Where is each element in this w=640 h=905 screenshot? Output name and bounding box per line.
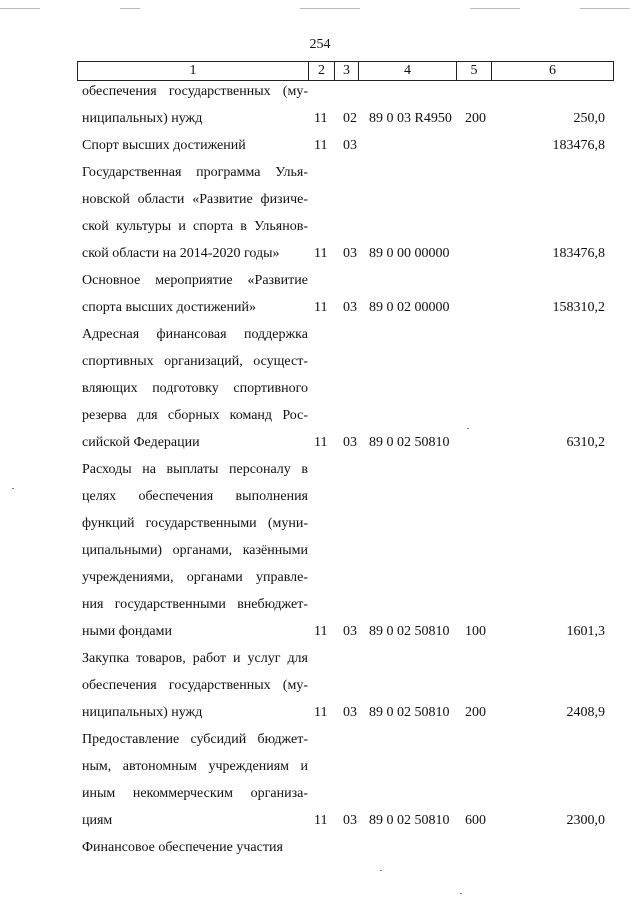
cell-col-4: 89 0 02 50810 xyxy=(369,435,450,450)
scan-artifact xyxy=(300,8,360,9)
scan-speck xyxy=(380,870,382,871)
description-line: новской области «Развитие физиче- xyxy=(82,192,308,207)
row-description xyxy=(82,649,308,730)
description-line: циям xyxy=(82,813,113,828)
description-line: Адресная финансовая поддержка xyxy=(82,327,308,342)
description-line: вляющих подготовку спортивного xyxy=(82,381,308,396)
description-line: сийской Федерации xyxy=(82,435,200,450)
description-line: спортивных организаций, осущест- xyxy=(82,354,308,369)
description-line: ным, автономным учреждениям и xyxy=(82,759,308,774)
row-description xyxy=(82,838,308,865)
cell-col-5: 200 xyxy=(465,111,486,126)
cell-col-4: 89 0 02 50810 xyxy=(369,813,450,828)
description-line: Закупка товаров, работ и услуг для xyxy=(82,651,308,666)
scan-artifact xyxy=(470,8,520,9)
description-line: Государственная программа Улья- xyxy=(82,165,308,180)
scan-artifact xyxy=(580,8,630,9)
cell-col-4: 89 0 02 00000 xyxy=(369,300,450,315)
row-description xyxy=(82,325,308,460)
cell-col-3: 03 xyxy=(343,138,357,153)
description-line: резерва для сборных команд Рос- xyxy=(82,408,308,423)
description-line: ской области на 2014-2020 годы» xyxy=(82,246,280,261)
cell-col-3: 03 xyxy=(343,813,357,828)
description-line: Основное мероприятие «Развитие xyxy=(82,273,308,288)
description-line: Предоставление субсидий бюджет- xyxy=(82,732,308,747)
cell-col-6: 6310,2 xyxy=(566,435,605,450)
cell-col-5: 600 xyxy=(465,813,486,828)
description-line: ципальными) органами, казёнными xyxy=(82,543,308,558)
cell-col-4: 89 0 02 50810 xyxy=(369,705,450,720)
description-line: Спорт высших достижений xyxy=(82,138,246,153)
cell-col-6: 158310,2 xyxy=(552,300,605,315)
cell-col-3: 02 xyxy=(343,111,357,126)
cell-col-5: 200 xyxy=(465,705,486,720)
cell-col-2: 11 xyxy=(314,138,328,153)
cell-col-5: 100 xyxy=(465,624,486,639)
row-description xyxy=(82,271,308,325)
description-line: Финансовое обеспечение участия xyxy=(82,840,283,855)
description-line: спорта высших достижений» xyxy=(82,300,257,315)
description-line: обеспечения государственных (му- xyxy=(82,678,308,693)
row-description xyxy=(82,82,308,136)
row-description xyxy=(82,730,308,838)
cell-col-2: 11 xyxy=(314,705,328,720)
description-line: ния государственными внебюджет- xyxy=(82,597,308,612)
cell-col-2: 11 xyxy=(314,435,328,450)
description-line: учреждениями, органами управле- xyxy=(82,570,308,585)
cell-col-6: 183476,8 xyxy=(552,246,605,261)
cell-col-3: 03 xyxy=(343,300,357,315)
header-col-6: 6 xyxy=(549,63,556,78)
cell-col-2: 11 xyxy=(314,300,328,315)
header-col-2: 2 xyxy=(309,62,335,80)
scan-artifact xyxy=(0,8,40,9)
cell-col-6: 1601,3 xyxy=(566,624,605,639)
description-line: ными фондами xyxy=(82,624,173,639)
row-description xyxy=(82,163,308,271)
cell-col-6: 183476,8 xyxy=(552,138,605,153)
description-line: функций государственными (муни- xyxy=(82,516,308,531)
cell-col-3: 03 xyxy=(343,624,357,639)
scan-speck xyxy=(12,488,14,489)
cell-col-4: 89 0 03 R4950 xyxy=(369,111,452,126)
header-col-1: 1 xyxy=(78,62,309,80)
cell-col-6: 2408,9 xyxy=(566,705,605,720)
description-line: целях обеспечения выполнения xyxy=(82,489,308,504)
description-line: обеспечения государственных (му- xyxy=(82,84,308,99)
description-line: ниципальных) нужд xyxy=(82,111,203,126)
cell-col-6: 250,0 xyxy=(573,111,605,126)
header-col-5: 5 xyxy=(457,62,492,80)
header-col-3: 3 xyxy=(335,62,359,80)
cell-col-2: 11 xyxy=(314,624,328,639)
cell-col-2: 11 xyxy=(314,813,328,828)
description-line: Расходы на выплаты персоналу в xyxy=(82,462,308,477)
cell-col-2: 11 xyxy=(314,111,328,126)
header-col-4: 4 xyxy=(359,62,457,80)
description-line: ской культуры и спорта в Ульянов- xyxy=(82,219,308,234)
cell-col-3: 03 xyxy=(343,246,357,261)
row-description xyxy=(82,136,308,163)
scan-speck xyxy=(460,893,462,894)
cell-col-4: 89 0 02 50810 xyxy=(369,624,450,639)
table-header xyxy=(77,61,614,81)
page-number: 254 xyxy=(309,37,331,52)
cell-col-3: 03 xyxy=(343,435,357,450)
row-description xyxy=(82,460,308,649)
cell-col-2: 11 xyxy=(314,246,328,261)
description-line: ниципальных) нужд xyxy=(82,705,203,720)
scan-artifact xyxy=(120,8,140,9)
cell-col-6: 2300,0 xyxy=(566,813,605,828)
cell-col-3: 03 xyxy=(343,705,357,720)
description-line: иным некоммерческим организа- xyxy=(82,786,308,801)
scan-speck xyxy=(467,428,469,429)
cell-col-4: 89 0 00 00000 xyxy=(369,246,450,261)
